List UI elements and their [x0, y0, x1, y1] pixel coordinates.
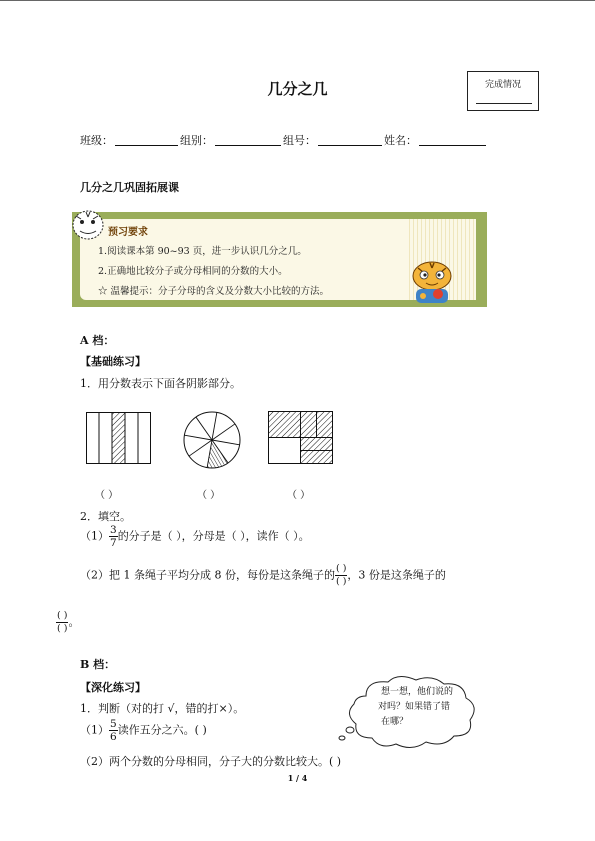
question-a-2-2-text-b: ，3 份是这条绳子的 [347, 568, 446, 582]
top-rule [0, 0, 595, 1]
thought-cloud-line-3: 在哪？ [381, 717, 409, 727]
fraction-blank-numerator[interactable]: ( ) [335, 563, 347, 574]
question-a-2-2-tail: 。 [68, 615, 80, 629]
figure-2-answer[interactable]: （ ） [197, 490, 221, 501]
preview-item-2: 2.正确地比较分子或分母相同的分数的大小。 [98, 266, 288, 277]
lesson-title: 几分之几巩固拓展课 [80, 181, 179, 194]
sector-divider [196, 417, 212, 440]
page-title: 几分之几 [267, 80, 328, 98]
question-b-1-1-text[interactable]: 读作五分之六。( ) [117, 723, 207, 737]
question-a-2-2-continued [56, 610, 79, 635]
info-name-label: 姓名： [384, 134, 417, 147]
preview-heading: 预习要求 [108, 227, 148, 238]
completion-status-label: 完成情况 [484, 80, 521, 90]
thought-cloud-line-1: 想一想，他们说的 [381, 687, 454, 697]
section-b-label: B 档： [80, 658, 116, 671]
fraction-blank-denominator[interactable]: ( ) [335, 576, 347, 587]
figure-3-answer[interactable]: （ ） [287, 490, 311, 501]
question-b-1-1 [80, 718, 207, 743]
info-class-blank[interactable] [115, 132, 178, 146]
section-b-q1: 1．判断（对的打 √，错的打×）。 [80, 702, 245, 715]
fraction-blank-2[interactable] [56, 610, 68, 635]
sector-divider [184, 435, 212, 440]
fraction-5-6 [109, 718, 118, 743]
question-a-2-2 [80, 563, 446, 588]
section-a-q1: 1．用分数表示下面各阴影部分。 [80, 377, 241, 390]
preview-item-3: ☆ 温馨提示：分子分母的含义及分数大小比较的方法。 [98, 286, 330, 297]
question-a-2-2-text-a: （2）把 1 条绳子平均分成 8 份，每份是这条绳子的 [80, 568, 335, 582]
tiger-cartoon-icon [404, 259, 460, 305]
sector-divider [212, 424, 235, 440]
section-a-q2: 2．填空。 [80, 510, 131, 523]
fraction-numerator: 5 [110, 718, 117, 730]
completion-status-blank[interactable] [476, 103, 532, 104]
thought-cloud-line-2: 对吗？如果错了错 [378, 702, 451, 712]
completion-status-box [467, 71, 539, 111]
sector-divider [212, 440, 240, 445]
sector-divider [212, 412, 217, 440]
figure-square-quadrants [268, 411, 334, 466]
section-a-label: A 档： [80, 334, 115, 347]
fraction-denominator: 6 [110, 731, 117, 743]
info-group-number-label: 组号： [283, 134, 316, 147]
question-b-1-2[interactable]: （2）两个分数的分母相同，分子大的分数比较大。( ) [80, 755, 342, 768]
info-class-label: 班级： [80, 134, 113, 147]
info-group-blank[interactable] [215, 132, 281, 146]
question-b-1-1-label: （1） [80, 723, 109, 737]
question-a-2-1-text[interactable]: 的分子是（ ），分母是（ ），读作（ ）。 [117, 529, 310, 543]
shaded-sector [207, 440, 228, 468]
sector-divider [189, 440, 212, 456]
info-group-label: 组别： [180, 134, 213, 147]
question-a-2-1-label: （1） [80, 529, 109, 543]
preview-banner [72, 212, 487, 307]
fraction-blank-denominator[interactable]: ( ) [57, 623, 68, 634]
page-number: 1 / 4 [287, 773, 308, 783]
figure-strips [86, 412, 152, 466]
question-a-2-1 [80, 524, 310, 549]
figure-circle-sectors [182, 410, 242, 470]
figure-1-answer[interactable]: （ ） [95, 490, 119, 501]
info-name-blank[interactable] [419, 132, 486, 146]
preview-item-1: 1.阅读课本第 90~93 页，进一步认识几分之几。 [98, 246, 307, 257]
fraction-denominator: 7 [110, 537, 117, 549]
fraction-blank-numerator[interactable]: ( ) [57, 610, 68, 621]
fraction-blank-1[interactable] [335, 563, 347, 588]
tiger-head-icon [68, 206, 108, 244]
info-group-number-blank[interactable] [318, 132, 382, 146]
fraction-3-7 [109, 524, 118, 549]
section-a-practice: 【基础练习】 [80, 355, 146, 368]
fraction-numerator: 3 [110, 524, 117, 536]
section-b-practice: 【深化练习】 [80, 681, 146, 694]
